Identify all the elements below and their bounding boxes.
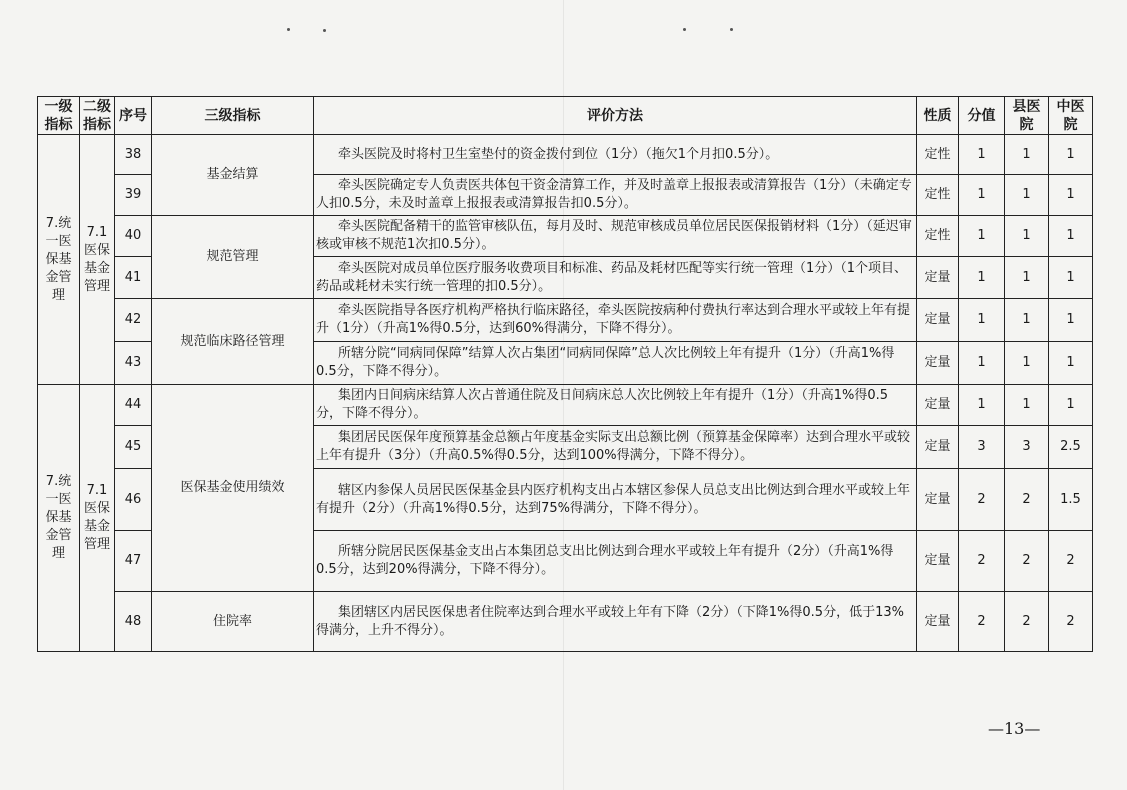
nature-cell: 定量: [917, 469, 959, 531]
level3-cell: 医保基金使用绩效: [152, 385, 314, 592]
header-level1: 一级指标: [38, 97, 80, 135]
county-cell: 1: [1005, 175, 1049, 216]
seq-cell: 38: [115, 135, 152, 175]
score-cell: 1: [959, 342, 1005, 385]
method-cell: 辖区内参保人员居民医保基金县内医疗机构支出占本辖区参保人员总支出比例达到合理水平或较上年有提升（2分）（升高1%得0.5分，达到75%得满分，下降不得分）。: [314, 469, 917, 531]
seq-cell: 47: [115, 531, 152, 592]
county-cell: 3: [1005, 426, 1049, 469]
seq-cell: 41: [115, 257, 152, 299]
method-cell: 集团辖区内居民医保患者住院率达到合理水平或较上年有下降（2分）（下降1%得0.5分，低于13%得满分，上升不得分）。: [314, 592, 917, 652]
table-row: [38, 385, 1093, 426]
score-cell: 1: [959, 257, 1005, 299]
nature-cell: 定量: [917, 385, 959, 426]
header-tcm: 中医院: [1049, 97, 1093, 135]
table-row: [38, 299, 1093, 342]
score-cell: 1: [959, 135, 1005, 175]
header-row: [38, 97, 1093, 135]
method-cell: 牵头医院配备精干的监管审核队伍，每月及时、规范审核成员单位居民医保报销材料（1分）（延迟审核或审核不规范1次扣0.5分）。: [314, 216, 917, 257]
tcm-cell: 2: [1049, 592, 1093, 652]
level3-cell: 住院率: [152, 592, 314, 652]
county-cell: 1: [1005, 135, 1049, 175]
seq-cell: 42: [115, 299, 152, 342]
method-cell: 牵头医院指导各医疗机构严格执行临床路径，牵头医院按病种付费执行率达到合理水平或较上年有提升（1分）（升高1%得0.5分，达到60%得满分，下降不得分）。: [314, 299, 917, 342]
nature-cell: 定量: [917, 257, 959, 299]
table-row: [38, 135, 1093, 175]
level3-cell: 基金结算: [152, 135, 314, 216]
nature-cell: 定量: [917, 426, 959, 469]
tcm-cell: 1.5: [1049, 469, 1093, 531]
nature-cell: 定量: [917, 592, 959, 652]
tcm-cell: 1: [1049, 257, 1093, 299]
county-cell: 1: [1005, 385, 1049, 426]
county-cell: 2: [1005, 469, 1049, 531]
header-level3: 三级指标: [152, 97, 314, 135]
seq-cell: 39: [115, 175, 152, 216]
seq-cell: 46: [115, 469, 152, 531]
tcm-cell: 1: [1049, 385, 1093, 426]
nature-cell: 定性: [917, 216, 959, 257]
scan-speck: [683, 28, 686, 31]
score-cell: 1: [959, 216, 1005, 257]
header-method: 评价方法: [314, 97, 917, 135]
method-cell: 牵头医院确定专人负责医共体包干资金清算工作，并及时盖章上报报表或清算报告（1分）（未确定专人扣0.5分，未及时盖章上报报表或清算报告扣0.5分）。: [314, 175, 917, 216]
county-cell: 1: [1005, 257, 1049, 299]
scan-speck: [323, 29, 326, 32]
method-cell: 集团居民医保年度预算基金总额占年度基金实际支出总额比例（预算基金保障率）达到合理水平或较上年有提升（3分）（升高0.5%得0.5分，达到100%得满分，下降不得分）。: [314, 426, 917, 469]
nature-cell: 定性: [917, 175, 959, 216]
seq-cell: 44: [115, 385, 152, 426]
level1-cell: 7.统一医保基金管理: [38, 385, 80, 652]
tcm-cell: 2.5: [1049, 426, 1093, 469]
seq-cell: 45: [115, 426, 152, 469]
level3-cell: 规范临床路径管理: [152, 299, 314, 385]
tcm-cell: 1: [1049, 175, 1093, 216]
tcm-cell: 1: [1049, 135, 1093, 175]
method-cell: 集团内日间病床结算人次占普通住院及日间病床总人次比例较上年有提升（1分）（升高1%得0.5分，下降不得分）。: [314, 385, 917, 426]
evaluation-table: [37, 96, 1093, 652]
county-cell: 2: [1005, 531, 1049, 592]
table-row: [38, 592, 1093, 652]
score-cell: 1: [959, 299, 1005, 342]
level1-cell: 7.统一医保基金管理: [38, 135, 80, 385]
scan-speck: [730, 28, 733, 31]
level3-cell: 规范管理: [152, 216, 314, 299]
county-cell: 1: [1005, 342, 1049, 385]
level2-cell: 7.1医保基金管理: [80, 135, 115, 385]
scan-speck: [287, 28, 290, 31]
score-cell: 1: [959, 385, 1005, 426]
table-row: [38, 216, 1093, 257]
header-score: 分值: [959, 97, 1005, 135]
method-cell: 所辖分院居民医保基金支出占本集团总支出比例达到合理水平或较上年有提升（2分）（升高1%得0.5分，达到20%得满分，下降不得分）。: [314, 531, 917, 592]
nature-cell: 定量: [917, 299, 959, 342]
method-cell: 所辖分院“同病同保障”结算人次占集团“同病同保障”总人次比例较上年有提升（1分）（升高1%得0.5分，下降不得分）。: [314, 342, 917, 385]
method-cell: 牵头医院及时将村卫生室垫付的资金拨付到位（1分）（拖欠1个月扣0.5分）。: [314, 135, 917, 175]
method-cell: 牵头医院对成员单位医疗服务收费项目和标准、药品及耗材匹配等实行统一管理（1分）（1个项目、药品或耗材未实行统一管理的扣0.5分）。: [314, 257, 917, 299]
tcm-cell: 1: [1049, 342, 1093, 385]
header-level2: 二级指标: [80, 97, 115, 135]
seq-cell: 43: [115, 342, 152, 385]
score-cell: 2: [959, 592, 1005, 652]
county-cell: 1: [1005, 299, 1049, 342]
header-seq: 序号: [115, 97, 152, 135]
nature-cell: 定量: [917, 531, 959, 592]
level2-cell: 7.1医保基金管理: [80, 385, 115, 652]
score-cell: 2: [959, 531, 1005, 592]
tcm-cell: 2: [1049, 531, 1093, 592]
nature-cell: 定量: [917, 342, 959, 385]
tcm-cell: 1: [1049, 216, 1093, 257]
page-number: —13—: [988, 719, 1041, 738]
score-cell: 2: [959, 469, 1005, 531]
seq-cell: 48: [115, 592, 152, 652]
score-cell: 3: [959, 426, 1005, 469]
county-cell: 2: [1005, 592, 1049, 652]
score-cell: 1: [959, 175, 1005, 216]
header-county: 县医院: [1005, 97, 1049, 135]
seq-cell: 40: [115, 216, 152, 257]
header-nature: 性质: [917, 97, 959, 135]
county-cell: 1: [1005, 216, 1049, 257]
tcm-cell: 1: [1049, 299, 1093, 342]
nature-cell: 定性: [917, 135, 959, 175]
